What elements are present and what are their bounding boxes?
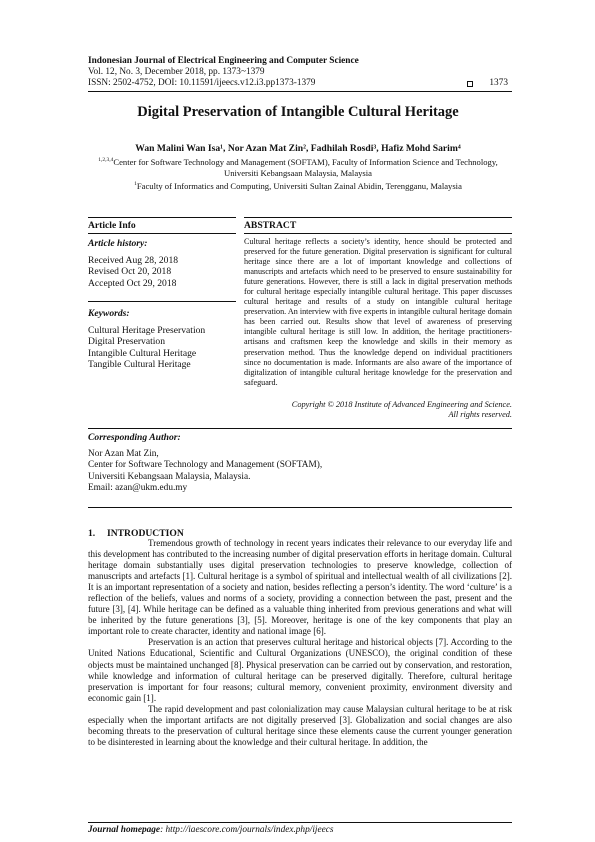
corresponding-bottom-rule bbox=[88, 507, 512, 508]
affiliation-2-line1: Faculty of Informatics and Computing, Universiti Sultan Zainal Abidin, Terengganu, Malaysia bbox=[136, 180, 462, 191]
keyword-item: Tangible Cultural Heritage bbox=[88, 359, 191, 370]
footer-url[interactable]: : http://iaescore.com/journals/index.php/ijeecs bbox=[160, 825, 334, 835]
journal-title: Indonesian Journal of Electrical Engineering and Computer Science bbox=[88, 56, 359, 66]
abstract-text: Cultural heritage reflects a society’s identity, hence should be protected and preserved for the future generation. Digital preservation is significant for cultural heritage since there are a lot of important knowledge and collections of manuscripts and artefacts which need to be preserved to ensure sustainability for future generations. However, there is still a lack in digital preservation methods for cultural heritage especially intangible cultural heritage. This paper discusses cultural heritage and results of a study on intangible cultural heritage preservation. An interview with five experts in intangible cultural heritage domain has been carried out. Results show that level of awareness of preserving intangible cultural heritage is still low. In addition, the heritage practitioners-artisans and craftsmen keep the knowledge and skills in their memory as preservation method. Thus the knowledge depend on individual practitioners since no documentation is made. Informants are also aware of the importance of digitalization of intangible cultural heritage knowledge for the preservation and safeguard. bbox=[244, 237, 512, 387]
authors: Wan Malini Wan Isa¹, Nor Azan Mat Zin², Fadhilah Rosdi³, Hafiz Mohd Sarim⁴ bbox=[135, 143, 461, 154]
history-accepted: Accepted Oct 29, 2018 bbox=[88, 277, 177, 289]
affiliation-1-sup: 1,2,3,4 bbox=[98, 157, 114, 163]
corresponding-author bbox=[88, 432, 508, 495]
paragraph: The rapid development and past colonialization may cause Malaysian cultural heritage to be at risk especially when the important artifacts are not digitally preserved [3]. Globalization and social changes are also becoming threats to the preservation of cultural heritage since these elements cause the current younger generation to be disinterested in learning about the knowledge and their cultural heritage. In addition, the bbox=[88, 703, 512, 747]
history-revised: Revised Oct 20, 2018 bbox=[88, 266, 172, 277]
square-icon bbox=[467, 81, 473, 87]
introduction-body bbox=[88, 538, 512, 748]
history-received: Received Aug 28, 2018 bbox=[88, 254, 179, 266]
affiliation-1-line2: Universiti Kebangsaan Malaysia, Malaysia bbox=[224, 167, 372, 178]
copyright bbox=[244, 400, 512, 420]
corresponding-heading: Corresponding Author: bbox=[88, 432, 181, 443]
introduction-number: 1. bbox=[88, 528, 96, 539]
copyright-line2: All rights reserved. bbox=[448, 410, 512, 419]
article-info-heading: Article Info bbox=[88, 220, 136, 231]
corresponding-name: Nor Azan Mat Zin, bbox=[88, 448, 159, 459]
affiliation-2 bbox=[88, 179, 508, 192]
abstract-heading-rule bbox=[244, 233, 512, 234]
journal-issn-row bbox=[88, 78, 508, 89]
journal-volume: Vol. 12, No. 3, December 2018, pp. 1373~1379 bbox=[88, 67, 265, 77]
header-rule bbox=[88, 91, 512, 92]
article-info-heading-rule bbox=[88, 233, 236, 234]
journal-issn: ISSN: 2502-4752, DOI: 10.11591/ijeecs.v12.i3.pp1373-1379 bbox=[88, 78, 316, 88]
affiliation-2-sup: 1 bbox=[134, 181, 137, 187]
copyright-line1: Copyright © 2018 Institute of Advanced Engineering and Science. bbox=[291, 400, 512, 409]
page-number-group bbox=[467, 78, 508, 89]
footer-label: Journal homepage bbox=[88, 825, 161, 835]
footer-rule bbox=[88, 822, 512, 823]
article-history bbox=[88, 238, 236, 289]
abstract-top-rule bbox=[244, 217, 512, 218]
journal-header bbox=[88, 56, 508, 89]
keyword-item: Cultural Heritage Preservation bbox=[88, 324, 206, 336]
corresponding-top-rule bbox=[88, 428, 512, 429]
footer bbox=[88, 825, 512, 835]
corresponding-dept: Center for Software Technology and Management (SOFTAM), bbox=[88, 460, 323, 471]
affiliation-1-line1: Center for Software Technology and Management (SOFTAM), Faculty of Information Science and Technology, bbox=[113, 156, 498, 167]
paper-title: Digital Preservation of Intangible Cultural Heritage bbox=[137, 104, 459, 120]
article-info-top-rule bbox=[88, 217, 236, 218]
affiliation-1 bbox=[88, 155, 508, 179]
keyword-item: Digital Preservation bbox=[88, 336, 165, 347]
corresponding-email: Email: azan@ukm.edu.my bbox=[88, 483, 188, 494]
keywords bbox=[88, 308, 236, 371]
keywords-label: Keywords: bbox=[88, 308, 130, 319]
paragraph: Preservation is an action that preserves cultural heritage and historical objects [7]. According to the United Nations Educational, Scientific and Cultural Organizations (UNESCO), the original condition of these objects must be maintained unchanged [8]. Physical preservation can be carried out by conservation, and restoration, while knowledge and information of cultural heritage can be preserved digitally. Therefore, cultural heritage preservation is important for four reasons; cultural memory, convenient proximity, environment diversity and economic gain [1]. bbox=[88, 637, 512, 703]
keywords-rule bbox=[88, 301, 236, 302]
page-number: 1373 bbox=[489, 78, 508, 88]
keyword-item: Intangible Cultural Heritage bbox=[88, 347, 197, 359]
paragraph: Tremendous growth of technology in recent years indicates their relevance to our everyday life and this development has contributed to the increasing number of digital preservation efforts in heritage domain. Cultural heritage domain substantially uses digital preservation technologies to preserve knowledge, collection of manuscripts and artefacts [1]. Cultural heritage is a symbol of spiritual and intellectual wealth of all civilizations [2]. It is an important representation of a society and nation, besides reflecting a person’s identity. The word ‘culture’ is a reflection of the beliefs, values and norms of a society, providing a connection between the past, present and the future [3], [4]. While heritage can be defined as a valuable thing inherited from previous generations and what will be inherited by the future generations [3], [5]. Moreover, heritage is one of the key components that play an important role to create character, identity and national image [6]. bbox=[88, 538, 512, 637]
corresponding-univ: Universiti Kebangsaan Malaysia, Malaysia. bbox=[88, 471, 251, 482]
abstract-heading: ABSTRACT bbox=[244, 220, 297, 231]
introduction-title: INTRODUCTION bbox=[107, 528, 184, 539]
article-history-label: Article history: bbox=[88, 238, 148, 249]
